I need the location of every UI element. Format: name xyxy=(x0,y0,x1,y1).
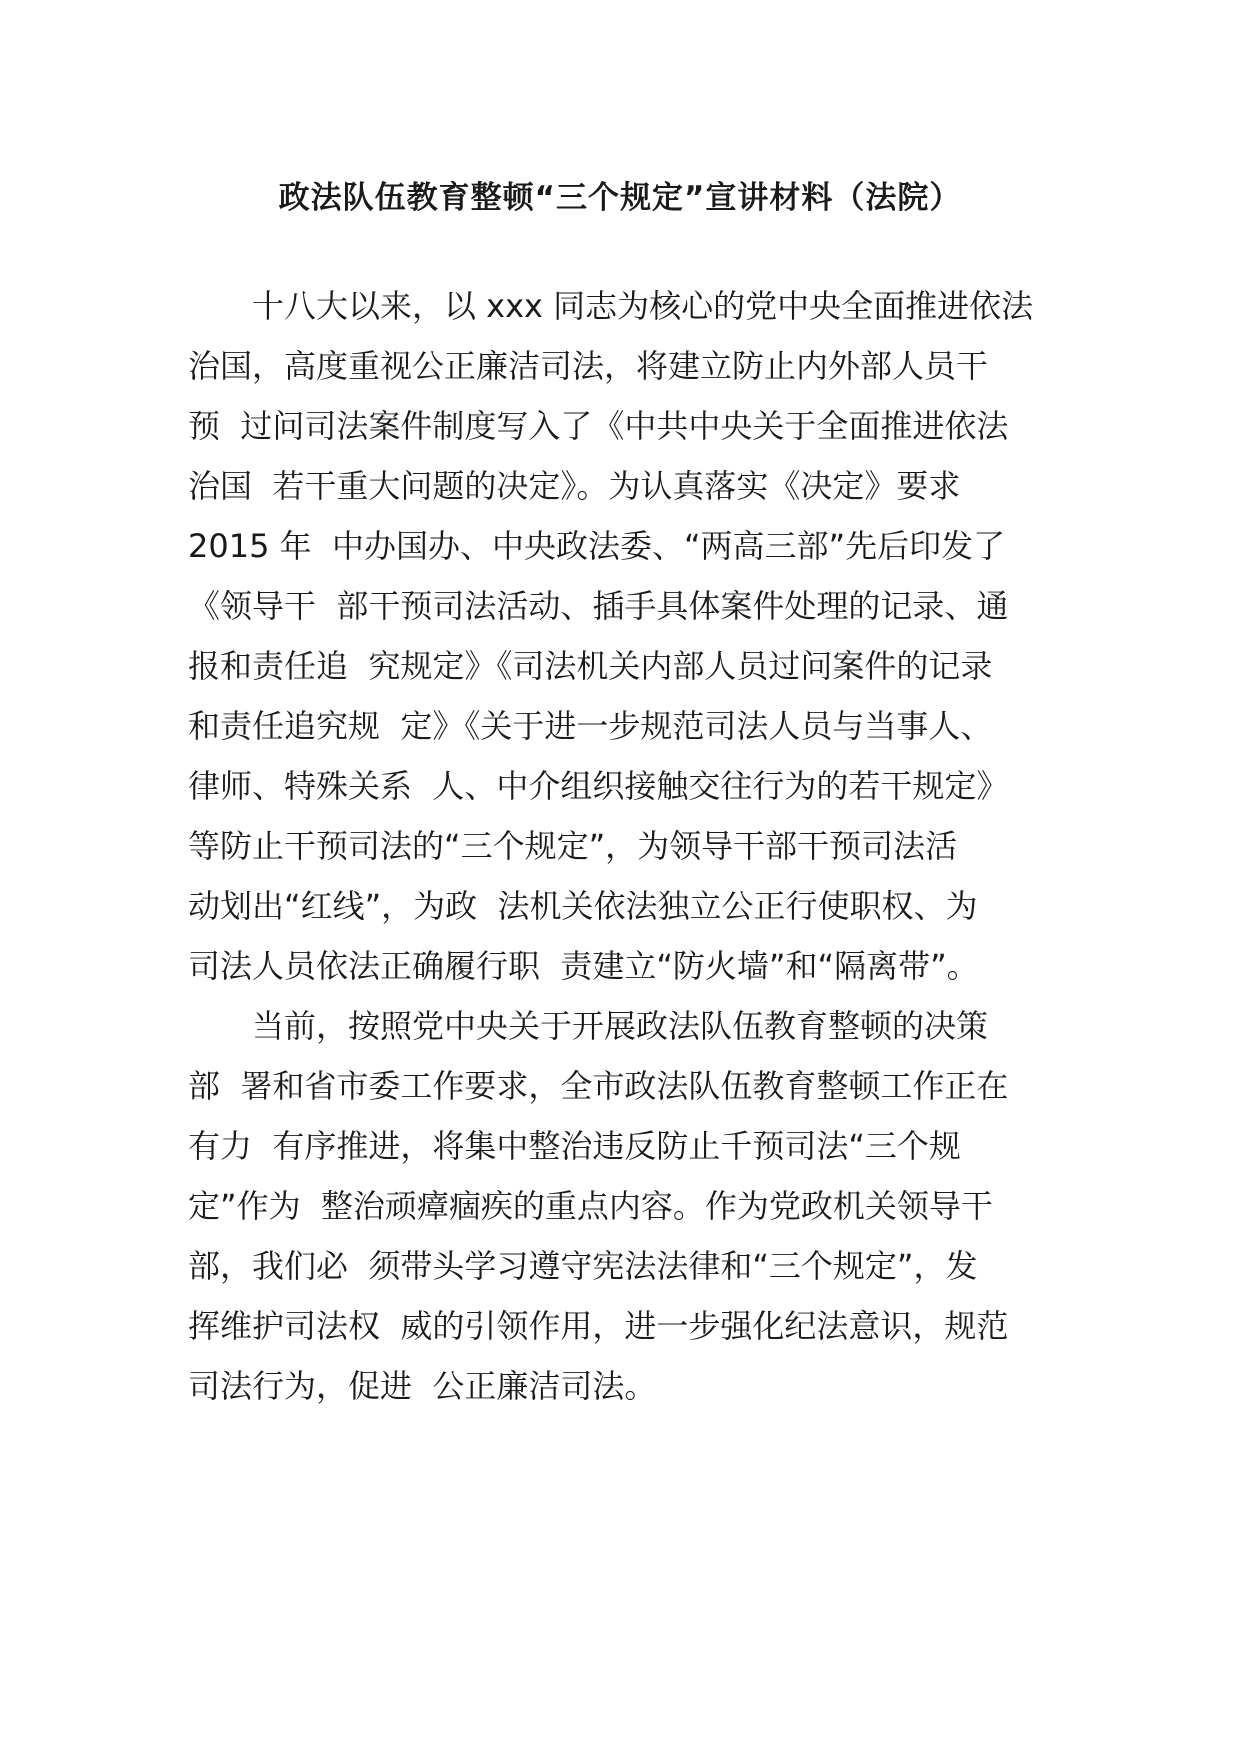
paragraph-1-line-11: 动划出“红线”，为政 法机关依法独立公正行使职权、为 xyxy=(188,887,978,925)
paragraph-2-line-7: 司法行为，促进 公正廉洁司法。 xyxy=(188,1367,657,1405)
paragraph-1-line-6: 《领导干 部干预司法活动、插手具体案件处理的记录、通 xyxy=(188,587,1009,625)
paragraph-2-line-4: 定”作为 整治顽瘴痼疾的重点内容。作为党政机关领导干 xyxy=(188,1187,993,1225)
paragraph-1-line-10: 等防止干预司法的“三个规定”，为领导干部干预司法活 xyxy=(188,827,958,865)
paragraph-1-line-2: 治国，高度重视公正廉洁司法，将建立防止内外部人员干 xyxy=(188,347,989,385)
paragraph-2-line-3: 有力 有序推进，将集中整治违反防止千预司法“三个规 xyxy=(188,1127,961,1165)
paragraph-1-line-8: 和责任追究规 定》《关于进一步规范司法人员与当事人、 xyxy=(188,707,993,745)
paragraph-1-line-5: 2015 年 中办国办、中央政法委、“两高三部”先后印发了 xyxy=(188,527,1006,565)
paragraph-1-line-1: 十八大以来，以 xxx 同志为核心的党中央全面推进依法 xyxy=(252,287,1034,325)
paragraph-1-line-4: 治国 若干重大问题的决定》。为认真落实《决定》要求 xyxy=(188,467,961,505)
paragraph-2-line-1: 当前，按照党中央关于开展政法队伍教育整顿的决策 xyxy=(252,1007,989,1045)
document-title: 政法队伍教育整顿“三个规定”宣讲材料（法院） xyxy=(278,180,962,216)
paragraph-2-line-2: 部 署和省市委工作要求，全市政法队伍教育整顿工作正在 xyxy=(188,1067,1009,1105)
paragraph-2-line-5: 部，我们必 须带头学习遵守宪法法律和“三个规定”，发 xyxy=(188,1247,978,1285)
paragraph-1-line-9: 律师、特殊关系 人、中介组织接触交往行为的若干规定》 xyxy=(188,767,1009,805)
paragraph-1-line-12: 司法人员依法正确履行职 责建立“防火墙”和“隔离带”。 xyxy=(188,947,979,985)
paragraph-1-line-3: 预 过问司法案件制度写入了《中共中央关于全面推进依法 xyxy=(188,407,1009,445)
paragraph-2-line-6: 挥维护司法权 威的引领作用，进一步强化纪法意识，规范 xyxy=(188,1307,1009,1345)
paragraph-1-line-7: 报和责任追 究规定》《司法机关内部人员过问案件的记录 xyxy=(188,647,993,685)
